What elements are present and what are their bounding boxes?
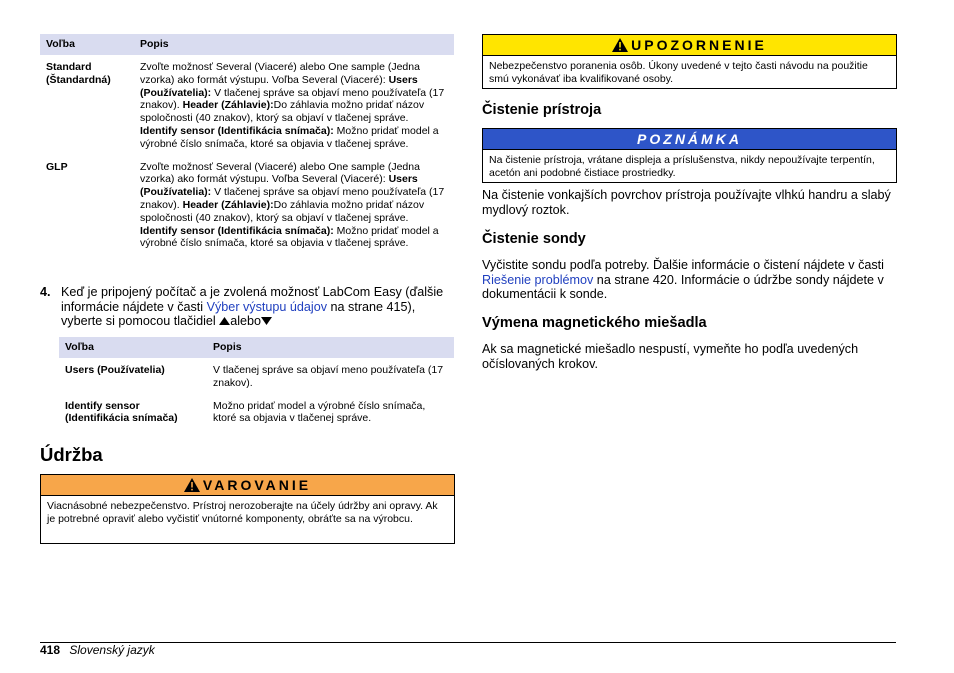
description-bold-term: Identify sensor (Identifikácia snímača): <box>140 224 334 237</box>
note-header: POZNÁMKA <box>483 129 896 150</box>
section-title-stirrer: Výmena magnetického miešadla <box>482 315 707 331</box>
caution-text: Nebezpečenstvo poranenia osôb. Úkony uvedené v tejto časti návodu na použitie smú vykonávať iba kvalifikované osoby. <box>489 60 868 85</box>
column-header: Voľba <box>59 337 207 358</box>
warning-header: VAROVANIE <box>41 475 454 496</box>
warning-triangle-icon <box>184 478 200 492</box>
description-text: V tlačenej správe sa objaví meno používateľa (17 znakov). <box>140 86 445 112</box>
options-table-1 <box>40 34 454 250</box>
column-header: Popis <box>207 337 454 358</box>
description-cell <box>134 55 454 161</box>
description-bold-term: Users (Používatelia): <box>140 73 418 99</box>
description-text: V tlačenej správe sa objaví meno používateľa (17 znakov). <box>140 186 445 211</box>
clean-probe-text: Vyčistite sondu podľa potreby. Ďalšie informácie o čistení nájdete v časti Riešenie problémov na strane 420. Informácie o údržbe sondy nájdete v dokumentácii k sonde. <box>482 258 884 302</box>
arrow-down-icon <box>261 317 272 325</box>
description-cell: Možno pridať model a výrobné číslo snímača, ktoré sa objavia v tlačenej správe. <box>213 399 426 425</box>
link-riesenie-problemov[interactable]: Riešenie problémov <box>482 272 594 287</box>
description-cell: V tlačenej správe sa objaví meno používateľa (17 znakov). <box>213 364 444 389</box>
table-header-row <box>40 34 454 55</box>
link-vyber-vystupu[interactable]: Výber výstupu údajov <box>206 299 328 314</box>
description-text: Zvoľte možnosť Several (Viaceré) alebo One sample (Jedna vzorka) ako formát výstupu. Voľba Several (Viaceré): <box>140 61 420 86</box>
table-row <box>59 400 454 426</box>
description-text: Možno pridať model a výrobné číslo snímača, ktoré sa objavia v tlačenej správe. <box>140 124 439 150</box>
warning-triangle-icon <box>612 38 628 52</box>
description-text: Možno pridať model a výrobné číslo snímača, ktoré sa objavia v tlačenej správe. <box>140 224 439 250</box>
table-row <box>40 55 454 161</box>
footer-language: Slovenský jazyk <box>69 643 155 657</box>
section-title-clean-probe: Čistenie sondy <box>482 231 586 247</box>
step-number: 4. <box>40 285 51 299</box>
table-row <box>40 161 454 251</box>
footer <box>40 643 155 657</box>
section-title-maintenance: Údržba <box>40 444 103 465</box>
footer-divider <box>40 642 896 643</box>
table-header-row <box>59 337 454 358</box>
option-cell: GLP <box>46 160 68 173</box>
stirrer-text: Ak sa magnetické miešadlo nespustí, vymeňte ho podľa uvedených očíslovaných krokov. <box>482 342 859 371</box>
description-text: Do záhlavia možno pridať názov spoločnosti (40 znakov), ktorý sa objaví v tlačenej správe. <box>140 198 425 224</box>
section-title-clean-instrument: Čistenie prístroja <box>482 102 602 118</box>
column-header: Voľba <box>40 34 134 55</box>
warning-box <box>40 474 455 544</box>
note-box <box>482 128 897 183</box>
step-4 <box>40 285 454 329</box>
option-cell: Identify sensor (Identifikácia snímača) <box>65 399 178 425</box>
description-text: Do záhlavia možno pridať názov spoločnosti (40 znakov), ktorý sa objaví v tlačenej správe. <box>140 99 425 125</box>
caution-header: UPOZORNENIE <box>483 35 896 56</box>
note-text: Na čistenie prístroja, vrátane displeja a príslušenstva, nikdy nepoužívajte terpentín, acetón ani podobné čistiace prostriedky. <box>489 154 875 179</box>
warning-text: Viacnásobné nebezpečenstvo. Prístroj nerozoberajte na účely údržby ani opravy. Ak je potrebné opraviť alebo vyčistiť vnútorné komponenty, obráťte sa na výrobcu. <box>47 500 438 525</box>
description-cell <box>134 161 454 251</box>
page-number: 418 <box>40 643 61 657</box>
arrow-up-icon <box>219 317 230 325</box>
table-row <box>59 358 454 400</box>
option-cell: Users (Používatelia) <box>65 364 165 376</box>
option-cell: Standard (Štandardná) <box>46 61 111 86</box>
caution-box <box>482 34 897 89</box>
clean-instrument-text: Na čistenie vonkajších povrchov prístroja používajte vlhkú handru a slabý mydlový roztok. <box>482 188 891 217</box>
options-table-2 <box>59 337 454 425</box>
description-bold-term: Identify sensor (Identifikácia snímača): <box>140 124 334 137</box>
step-text: Keď je pripojený počítač a je zvolená možnosť LabCom Easy (ďalšie informácie nájdete v časti Výber výstupu údajov na strane 415), vyberte si pomocou tlačidiel alebo <box>61 285 444 329</box>
description-text: Zvoľte možnosť Several (Viaceré) alebo One sample (Jedna vzorka) ako formát výstupu. Voľba Several (Viaceré): <box>140 160 420 186</box>
description-bold-term: Users (Používatelia): <box>140 173 418 199</box>
description-bold-term: Header (Záhlavie): <box>182 198 274 211</box>
column-header: Popis <box>134 34 454 55</box>
description-bold-term: Header (Záhlavie): <box>182 99 274 112</box>
